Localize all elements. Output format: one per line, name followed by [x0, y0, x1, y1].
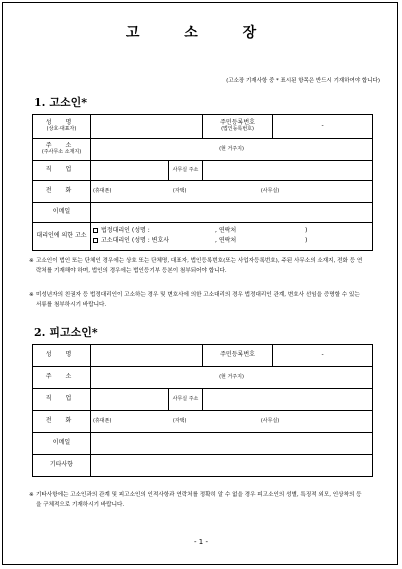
respondent-etc-label: 기타사항: [33, 455, 91, 477]
respondent-job-field[interactable]: [91, 389, 169, 411]
respondent-email-row: [33, 433, 373, 455]
complainant-email-field[interactable]: [91, 203, 373, 223]
complainant-address-row: [33, 139, 373, 161]
complainant-address-label: 주 소 (주사무소 소재지): [33, 139, 91, 161]
complainant-address-field[interactable]: (현 거주지): [91, 139, 373, 161]
complainant-name-field[interactable]: [91, 115, 203, 139]
respondent-etc-field[interactable]: [91, 455, 373, 477]
complainant-email-row: [33, 203, 373, 223]
complainant-phone-label: 전 화: [33, 181, 91, 203]
respondent-name-row: [33, 345, 373, 367]
section-respondent-heading: 2. 피고소인*: [34, 326, 98, 339]
complainant-name-row: [33, 115, 373, 139]
complainant-note-1: ※ 고소인이 법인 또는 단체인 경우에는 상호 또는 단체명, 대표자, 법인등록번호(또는 사업자등록번호), 주된 사무소의 소재지, 전화 등 연락처를 기재해야 하며, 법인의 경우에는 법인등기부 등본이 첨부되어야 합니다.: [29, 258, 363, 275]
complainant-job-label: 직 업: [33, 161, 91, 181]
section-complainant-heading: 1. 고소인*: [34, 96, 87, 109]
respondent-phone-label: 전 화: [33, 411, 91, 433]
respondent-email-label: 이메일: [33, 433, 91, 455]
complainant-agent-label: 대리인에 의한 고소: [33, 223, 91, 251]
complainant-phone-row: [33, 181, 373, 203]
respondent-etc-row: [33, 455, 373, 477]
complainant-job-field[interactable]: [91, 161, 169, 181]
respondent-phone-field[interactable]: (휴대폰) (자택) (사무실): [91, 411, 373, 433]
complainant-phone-field[interactable]: (휴대폰) (자택) (사무실): [91, 181, 373, 203]
respondent-job-row: [33, 389, 373, 411]
respondent-name-field[interactable]: [91, 345, 203, 367]
page-border: [2, 2, 398, 565]
complainant-office-label: 사무실 주소: [169, 161, 203, 181]
complainant-note-2: ※ 미성년자의 친권자 등 법정대리인이 고소하는 경우 및 변호사에 의한 고소대리의 경우 법정대리인 관계, 변호사 선임을 증명할 수 있는 서류를 첨부하시기 바랍니다.: [29, 292, 360, 309]
complainant-name-label: 성 명 (상호·대표자): [33, 115, 91, 139]
respondent-table: [32, 344, 373, 477]
complainant-office-field[interactable]: [203, 161, 373, 181]
respondent-email-field[interactable]: [91, 433, 373, 455]
page-number: - 1 -: [194, 538, 208, 546]
respondent-address-label: 주 소: [33, 367, 91, 389]
attorney-agent-checkbox[interactable]: [93, 238, 98, 243]
complainant-table: [32, 114, 373, 251]
document-subtitle: (고소장 기재사항 중 * 표시된 항목은 반드시 기재하여야 합니다): [226, 78, 380, 84]
complainant-job-row: [33, 161, 373, 181]
respondent-address-row: [33, 367, 373, 389]
respondent-office-field[interactable]: [203, 389, 373, 411]
attorney-agent-option[interactable]: 고소대리인 (성명 : 변호사 , 연락처 ): [93, 238, 370, 245]
complainant-agent-options: [91, 223, 373, 251]
respondent-name-label: 성 명: [33, 345, 91, 367]
legal-agent-option[interactable]: 법정대리인 (성명 : , 연락처 ): [93, 228, 370, 235]
document-title: 고 소 장: [125, 25, 277, 41]
complainant-id-field[interactable]: -: [273, 115, 373, 139]
respondent-id-label: 주민등록번호: [203, 345, 273, 367]
respondent-job-label: 직 업: [33, 389, 91, 411]
complainant-agent-row: [33, 223, 373, 251]
respondent-note-1: ※ 기타사항에는 고소인과의 관계 및 피고소인의 인적사항과 연락처를 정확히 알 수 없을 경우 피고소인의 성별, 특징적 외모, 인상착의 등을 구체적으로 기재하시기 바랍니다.: [29, 492, 362, 509]
respondent-office-label: 사무실 주소: [169, 389, 203, 411]
respondent-phone-row: [33, 411, 373, 433]
respondent-address-field[interactable]: (현 거주지): [91, 367, 373, 389]
legal-agent-checkbox[interactable]: [93, 228, 98, 233]
complainant-id-label: 주민등록번호 (법인등록번호): [203, 115, 273, 139]
respondent-id-field[interactable]: -: [273, 345, 373, 367]
complainant-email-label: 이메일: [33, 203, 91, 223]
